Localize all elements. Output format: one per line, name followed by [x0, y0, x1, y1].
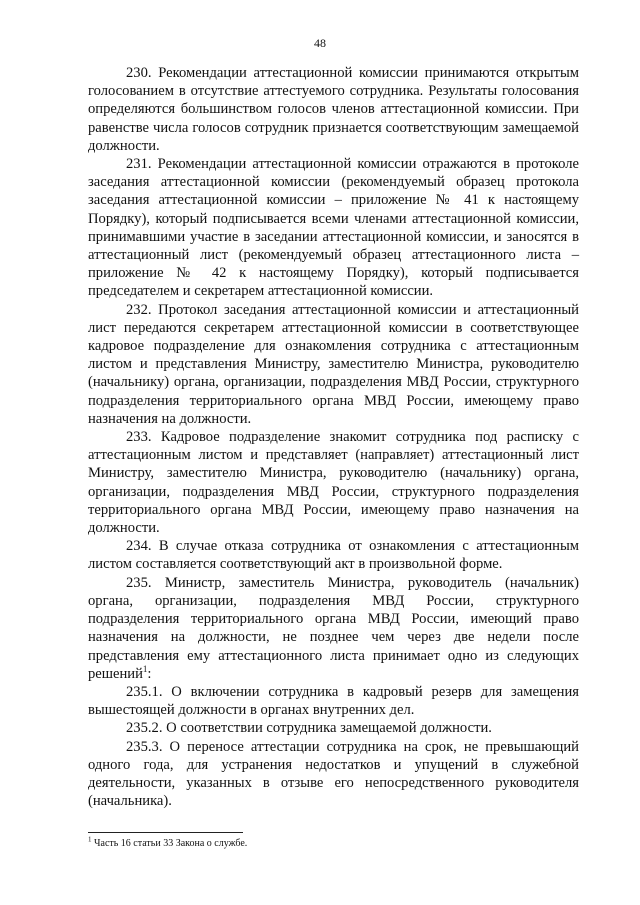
paragraph-235-2: 235.2. О соответствии сотрудника замещаемой должности.	[126, 720, 492, 737]
footnote-text: Часть 16 статьи 33 Закона о службе.	[91, 838, 248, 849]
footnote	[88, 835, 579, 850]
footnote-divider	[88, 832, 243, 833]
document-body	[88, 64, 579, 810]
page-number: 48	[314, 36, 326, 50]
paragraph-235-3: 235.3. О переносе аттестации сотрудника на срок, не превышающий одного года, для устранения недостатков и упущений в служебной деятельности, указанных в отзыве его непосредственного руководителя (начальника).	[88, 738, 579, 810]
paragraph-234: 234. В случае отказа сотрудника от ознакомления с аттестационным листом составляется соответствующий акт в произвольной форме.	[88, 538, 579, 573]
paragraph-231: 231. Рекомендации аттестационной комиссии отражаются в протоколе заседания аттестационной комиссии (рекомендуемый образец протокола заседания аттестационной комиссии – приложение № 41 к настоящему Порядку), который подписывается всеми членами аттестационной комиссии, принимавшими участие в заседании аттестационной комиссии, и заносятся в аттестационный лист (рекомендуемый образец аттестационного листа – приложение № 42 к настоящему Порядку), который подписывается председателем и секретарем аттестационной комиссии.	[88, 156, 579, 300]
footnote-marker: 1	[88, 835, 92, 844]
paragraph-233: 233. Кадровое подразделение знакомит сотрудника под расписку с аттестационным листом и представляет (направляет) аттестационный лист Министру, заместителю Министра, руководителю (начальнику) органа, организации, подразделения МВД России, структурного подразделения территориального органа МВД России, имеющему право назначения на должности.	[88, 429, 579, 537]
paragraph-235-1: 235.1. О включении сотрудника в кадровый резерв для замещения вышестоящей должности в органах внутренних дел.	[88, 683, 579, 719]
footnote-reference: 1	[142, 663, 148, 674]
paragraph-232: 232. Протокол заседания аттестационной комиссии и аттестационный лист передаются секретарем аттестационной комиссии в соответствующее кадровое подразделение для ознакомления сотрудника с аттестационным листом и представления Министру, заместителю Министра, руководителю (начальнику) органа, организации, подразделения МВД России, структурного подразделения территориального органа МВД России, имеющему право назначения на должности.	[88, 301, 579, 427]
paragraph-230: 230. Рекомендации аттестационной комиссии принимаются открытым голосованием в отсутствие аттестуемого сотрудника. Результаты голосования определяются большинством голосов членов аттестационной комиссии. При равенстве числа голосов сотрудник признается соответствующим замещаемой должности.	[88, 65, 579, 154]
paragraph-235: 235. Министр, заместитель Министра, руководитель (начальник) органа, организации, подразделения МВД России, структурного подразделения территориального органа МВД России, имеющий право назначения на должности, не позднее чем через две недели после представления ему аттестационного листа принимает одно из следующих решений$^1$:	[88, 574, 579, 682]
